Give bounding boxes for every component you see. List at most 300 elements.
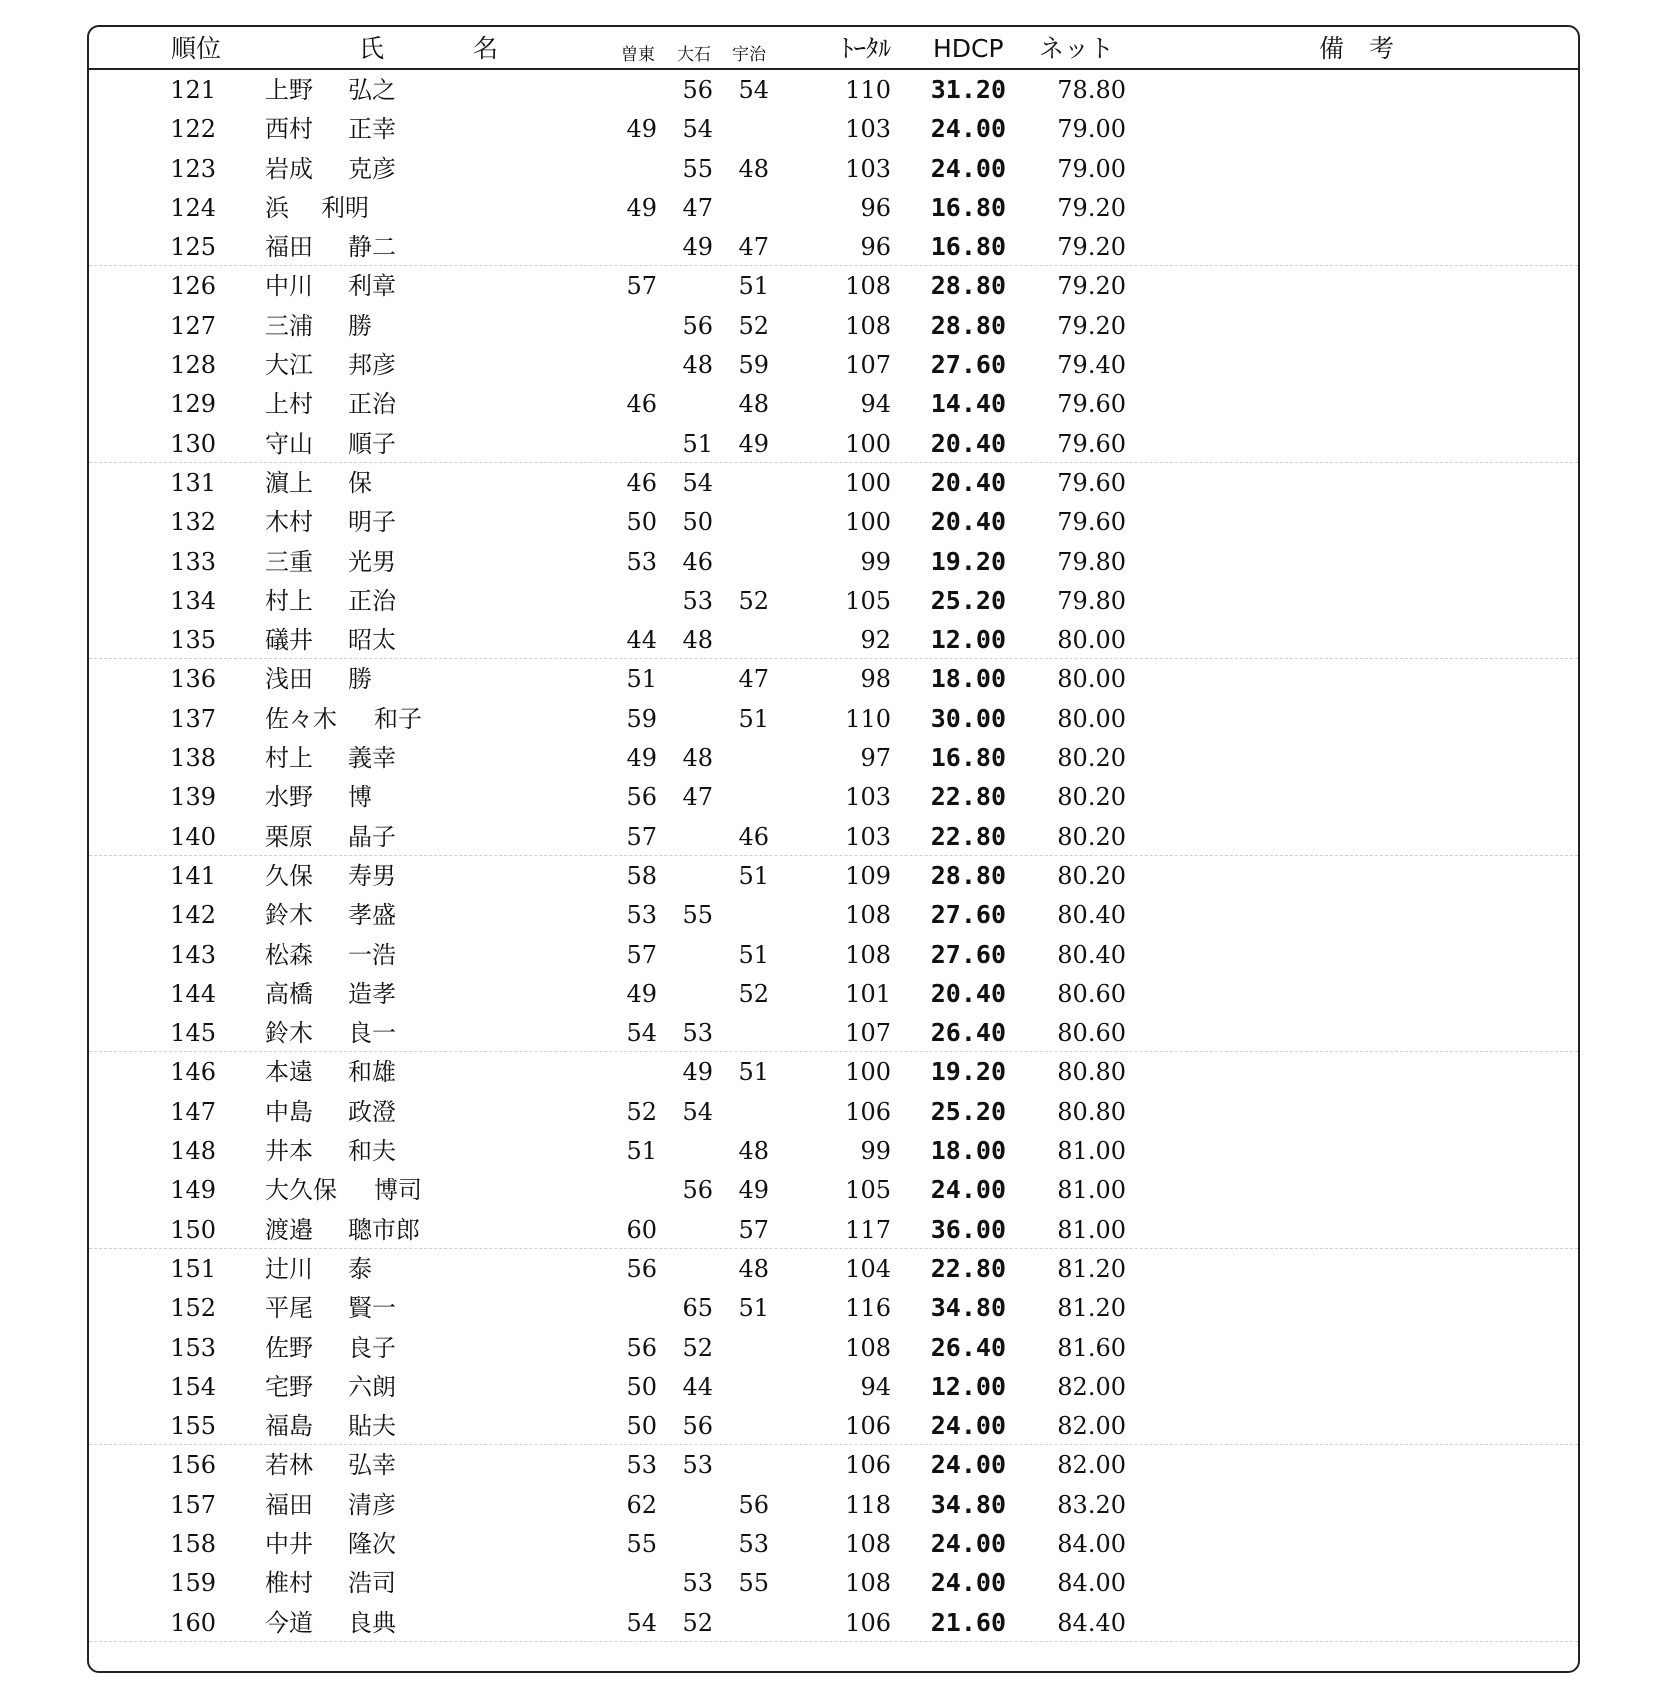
course1-score-cell: 59 (626, 704, 657, 733)
net-cell: 81.00 (1057, 1176, 1126, 1205)
table-row (89, 188, 1578, 227)
course2-score-cell: 47 (682, 193, 713, 222)
total-cell: 98 (860, 665, 891, 694)
course2-score-cell: 53 (682, 1569, 713, 1598)
net-cell: 81.20 (1057, 1294, 1126, 1323)
given-name-cell: 弘幸 (348, 1451, 396, 1480)
given-name-cell: 寿男 (348, 861, 396, 890)
header-hdcp: HDCP (933, 34, 1004, 63)
rank-cell: 147 (170, 1097, 216, 1126)
total-cell: 106 (845, 1097, 891, 1126)
table-row (89, 463, 1578, 502)
family-name-cell: 守山 (265, 429, 313, 458)
total-cell: 105 (845, 1176, 891, 1205)
course1-score-cell: 46 (626, 390, 657, 419)
family-name-cell: 三重 (265, 547, 313, 576)
given-name-cell: 邦彦 (348, 351, 396, 380)
given-name-cell: 孝盛 (348, 901, 396, 930)
rank-cell: 134 (170, 586, 216, 615)
course3-score-cell: 46 (738, 822, 769, 851)
total-cell: 108 (845, 901, 891, 930)
course2-score-cell: 54 (682, 1097, 713, 1126)
course2-score-cell: 56 (682, 76, 713, 104)
course2-score-cell: 47 (682, 783, 713, 812)
given-name-cell: 勝 (348, 665, 372, 694)
rank-cell: 144 (170, 979, 216, 1008)
given-name-cell: 泰 (348, 1254, 372, 1283)
given-name-cell: 賢一 (348, 1294, 396, 1323)
rank-cell: 160 (170, 1608, 216, 1637)
family-name-cell: 濵上 (265, 468, 313, 497)
family-name-cell: 平尾 (265, 1294, 313, 1323)
family-name-cell: 大久保 (265, 1176, 337, 1205)
rank-cell: 135 (170, 626, 216, 655)
hdcp-cell: 19.20 (930, 1057, 1006, 1087)
header-net: ネット (1039, 34, 1115, 63)
family-name-cell: 上野 (265, 76, 313, 104)
net-cell: 84.00 (1057, 1529, 1126, 1558)
family-name-cell: 辻川 (265, 1254, 313, 1283)
table-row (89, 1131, 1578, 1170)
rank-cell: 131 (170, 468, 216, 497)
table-row (89, 306, 1578, 345)
total-cell: 96 (860, 233, 891, 262)
hdcp-cell: 21.60 (930, 1607, 1006, 1637)
hdcp-cell: 34.80 (930, 1489, 1006, 1519)
course3-score-cell: 51 (738, 704, 769, 733)
table-row (89, 1445, 1578, 1484)
net-cell: 84.40 (1057, 1608, 1126, 1637)
course2-score-cell: 52 (682, 1608, 713, 1637)
given-name-cell: 良子 (348, 1333, 396, 1362)
rank-cell: 149 (170, 1176, 216, 1205)
table-row (89, 699, 1578, 738)
course3-score-cell: 48 (738, 390, 769, 419)
rank-cell: 155 (170, 1412, 216, 1441)
course2-score-cell: 53 (682, 1019, 713, 1048)
course1-score-cell: 54 (626, 1608, 657, 1637)
table-body (89, 70, 1578, 1642)
net-cell: 79.20 (1057, 311, 1126, 340)
rank-cell: 159 (170, 1569, 216, 1598)
rank-cell: 137 (170, 704, 216, 733)
family-name-cell: 宅野 (265, 1372, 313, 1401)
family-name-cell: 若林 (265, 1451, 313, 1480)
rank-cell: 139 (170, 783, 216, 812)
net-cell: 81.00 (1057, 1137, 1126, 1166)
total-cell: 107 (845, 351, 891, 380)
course1-score-cell: 49 (626, 193, 657, 222)
table-row (89, 1249, 1578, 1288)
given-name-cell: 隆次 (348, 1529, 396, 1558)
net-cell: 80.20 (1057, 783, 1126, 812)
given-name-cell: 一浩 (348, 940, 396, 969)
rank-cell: 129 (170, 390, 216, 419)
net-cell: 82.00 (1057, 1412, 1126, 1441)
family-name-cell: 福島 (265, 1412, 313, 1441)
table-row (89, 1052, 1578, 1091)
rank-cell: 138 (170, 744, 216, 773)
family-name-cell: 中井 (265, 1529, 313, 1558)
course3-score-cell: 48 (738, 154, 769, 183)
given-name-cell: 正治 (348, 586, 396, 615)
net-cell: 79.60 (1057, 429, 1126, 458)
course1-score-cell: 53 (626, 901, 657, 930)
given-name-cell: 順子 (348, 429, 396, 458)
hdcp-cell: 27.60 (930, 900, 1006, 930)
rank-cell: 140 (170, 822, 216, 851)
course2-score-cell: 46 (682, 547, 713, 576)
results-sheet (87, 25, 1580, 1673)
given-name-cell: 聰市郎 (348, 1215, 420, 1244)
hdcp-cell: 31.20 (930, 75, 1006, 104)
course1-score-cell: 54 (626, 1019, 657, 1048)
family-name-cell: 今道 (265, 1608, 313, 1637)
family-name-cell: 大江 (265, 351, 313, 380)
total-cell: 101 (845, 979, 891, 1008)
table-row (89, 384, 1578, 423)
given-name-cell: 正幸 (348, 115, 396, 144)
net-cell: 80.60 (1057, 979, 1126, 1008)
total-cell: 99 (860, 547, 891, 576)
given-name-cell: 利章 (348, 272, 396, 301)
table-row (89, 227, 1578, 266)
total-cell: 100 (845, 429, 891, 458)
course2-score-cell: 44 (682, 1372, 713, 1401)
table-row (89, 1092, 1578, 1131)
family-name-cell: 高橋 (265, 979, 313, 1008)
table-row (89, 856, 1578, 895)
rank-cell: 158 (170, 1529, 216, 1558)
table-row (89, 502, 1578, 541)
hdcp-cell: 24.00 (930, 114, 1006, 144)
table-row (89, 738, 1578, 777)
course3-score-cell: 51 (738, 1058, 769, 1087)
net-cell: 79.80 (1057, 586, 1126, 615)
hdcp-cell: 22.80 (930, 1253, 1006, 1283)
hdcp-cell: 24.00 (930, 153, 1006, 183)
hdcp-cell: 24.00 (930, 1411, 1006, 1441)
family-name-cell: 佐々木 (265, 704, 337, 733)
net-cell: 79.40 (1057, 351, 1126, 380)
given-name-cell: 義幸 (348, 744, 396, 773)
rank-cell: 156 (170, 1451, 216, 1480)
family-name-cell: 岩成 (265, 154, 313, 183)
net-cell: 80.60 (1057, 1019, 1126, 1048)
family-name-cell: 渡邉 (265, 1215, 313, 1244)
total-cell: 109 (845, 861, 891, 890)
course1-score-cell: 50 (626, 1372, 657, 1401)
total-cell: 103 (845, 822, 891, 851)
course1-score-cell: 57 (626, 272, 657, 301)
course3-score-cell: 47 (738, 665, 769, 694)
rank-cell: 124 (170, 193, 216, 222)
course2-score-cell: 56 (682, 1412, 713, 1441)
course1-score-cell: 57 (626, 940, 657, 969)
course3-score-cell: 59 (738, 351, 769, 380)
hdcp-cell: 26.40 (930, 1018, 1006, 1048)
header-name-2: 名 (473, 34, 499, 63)
course1-score-cell: 53 (626, 1451, 657, 1480)
rank-cell: 150 (170, 1215, 216, 1244)
total-cell: 106 (845, 1451, 891, 1480)
family-name-cell: 栗原 (265, 822, 313, 851)
given-name-cell: 六朗 (348, 1372, 396, 1401)
total-cell: 99 (860, 1137, 891, 1166)
family-name-cell: 西村 (265, 115, 313, 144)
hdcp-cell: 36.00 (930, 1214, 1006, 1244)
net-cell: 81.20 (1057, 1254, 1126, 1283)
course3-score-cell: 48 (738, 1254, 769, 1283)
course1-score-cell: 49 (626, 744, 657, 773)
course2-score-cell: 55 (682, 901, 713, 930)
net-cell: 81.60 (1057, 1333, 1126, 1362)
given-name-cell: 克彦 (348, 154, 396, 183)
given-name-cell: 正治 (348, 390, 396, 419)
table-header (89, 27, 1578, 70)
total-cell: 103 (845, 154, 891, 183)
rank-cell: 122 (170, 115, 216, 144)
net-cell: 79.60 (1057, 468, 1126, 497)
family-name-cell: 村上 (265, 586, 313, 615)
course1-score-cell: 51 (626, 1137, 657, 1166)
hdcp-cell: 24.00 (930, 1450, 1006, 1480)
given-name-cell: 清彦 (348, 1490, 396, 1519)
family-name-cell: 礒井 (265, 626, 313, 655)
hdcp-cell: 27.60 (930, 350, 1006, 380)
total-cell: 107 (845, 1019, 891, 1048)
total-cell: 110 (845, 704, 891, 733)
net-cell: 79.20 (1057, 233, 1126, 262)
course3-score-cell: 52 (738, 586, 769, 615)
course3-score-cell: 52 (738, 979, 769, 1008)
hdcp-cell: 28.80 (930, 271, 1006, 301)
hdcp-cell: 26.40 (930, 1332, 1006, 1362)
rank-cell: 132 (170, 508, 216, 537)
net-cell: 79.60 (1057, 508, 1126, 537)
course2-score-cell: 54 (682, 468, 713, 497)
table-row (89, 1288, 1578, 1327)
table-row (89, 1013, 1578, 1052)
header-course-1: 曽東 (621, 45, 655, 65)
hdcp-cell: 28.80 (930, 860, 1006, 890)
hdcp-cell: 30.00 (930, 703, 1006, 733)
hdcp-cell: 20.40 (930, 978, 1006, 1008)
rank-cell: 121 (170, 76, 216, 104)
course3-score-cell: 54 (738, 76, 769, 104)
course2-score-cell: 49 (682, 1058, 713, 1087)
net-cell: 82.00 (1057, 1451, 1126, 1480)
table-row (89, 1485, 1578, 1524)
given-name-cell: 和子 (374, 704, 422, 733)
net-cell: 79.00 (1057, 154, 1126, 183)
hdcp-cell: 16.80 (930, 232, 1006, 262)
table-row (89, 1603, 1578, 1642)
net-cell: 82.00 (1057, 1372, 1126, 1401)
table-row (89, 149, 1578, 188)
hdcp-cell: 24.00 (930, 1175, 1006, 1205)
rank-cell: 127 (170, 311, 216, 340)
table-row (89, 1328, 1578, 1367)
course1-score-cell: 56 (626, 1333, 657, 1362)
course2-score-cell: 54 (682, 115, 713, 144)
total-cell: 110 (845, 76, 891, 104)
course1-score-cell: 50 (626, 1412, 657, 1441)
hdcp-cell: 12.00 (930, 625, 1006, 655)
course1-score-cell: 53 (626, 547, 657, 576)
net-cell: 80.20 (1057, 744, 1126, 773)
table-row (89, 974, 1578, 1013)
net-cell: 84.00 (1057, 1569, 1126, 1598)
course3-score-cell: 51 (738, 272, 769, 301)
course2-score-cell: 53 (682, 1451, 713, 1480)
table-row (89, 1563, 1578, 1602)
course2-score-cell: 48 (682, 351, 713, 380)
course2-score-cell: 52 (682, 1333, 713, 1362)
net-cell: 79.60 (1057, 390, 1126, 419)
total-cell: 108 (845, 1333, 891, 1362)
table-row (89, 266, 1578, 305)
family-name-cell: 福田 (265, 233, 313, 262)
net-cell: 79.20 (1057, 272, 1126, 301)
table-row (89, 424, 1578, 463)
hdcp-cell: 24.00 (930, 1528, 1006, 1558)
course3-score-cell: 51 (738, 940, 769, 969)
course3-score-cell: 48 (738, 1137, 769, 1166)
course1-score-cell: 49 (626, 115, 657, 144)
course1-score-cell: 56 (626, 1254, 657, 1283)
family-name-cell: 上村 (265, 390, 313, 419)
hdcp-cell: 20.40 (930, 507, 1006, 537)
course2-score-cell: 53 (682, 586, 713, 615)
total-cell: 97 (860, 744, 891, 773)
table-row (89, 1406, 1578, 1445)
hdcp-cell: 18.00 (930, 1136, 1006, 1166)
total-cell: 116 (845, 1294, 891, 1323)
total-cell: 92 (860, 626, 891, 655)
course2-score-cell: 49 (682, 233, 713, 262)
family-name-cell: 松森 (265, 940, 313, 969)
header-total: ﾄｰﾀﾙ (841, 34, 892, 63)
course1-score-cell: 46 (626, 468, 657, 497)
rank-cell: 133 (170, 547, 216, 576)
course1-score-cell: 49 (626, 979, 657, 1008)
family-name-cell: 浅田 (265, 665, 313, 694)
total-cell: 108 (845, 272, 891, 301)
course3-score-cell: 55 (738, 1569, 769, 1598)
course1-score-cell: 51 (626, 665, 657, 694)
table-row (89, 935, 1578, 974)
net-cell: 80.40 (1057, 940, 1126, 969)
total-cell: 94 (860, 1372, 891, 1401)
family-name-cell: 中川 (265, 272, 313, 301)
course2-score-cell: 56 (682, 1176, 713, 1205)
hdcp-cell: 25.20 (930, 1096, 1006, 1126)
family-name-cell: 鈴木 (265, 901, 313, 930)
net-cell: 79.00 (1057, 115, 1126, 144)
family-name-cell: 浜 (265, 193, 289, 222)
net-cell: 83.20 (1057, 1490, 1126, 1519)
total-cell: 103 (845, 115, 891, 144)
given-name-cell: 和雄 (348, 1058, 396, 1087)
total-cell: 100 (845, 508, 891, 537)
given-name-cell: 造孝 (348, 979, 396, 1008)
table-row (89, 1367, 1578, 1406)
given-name-cell: 博 (348, 783, 372, 812)
total-cell: 108 (845, 1569, 891, 1598)
net-cell: 81.00 (1057, 1215, 1126, 1244)
rank-cell: 130 (170, 429, 216, 458)
table-row (89, 620, 1578, 659)
family-name-cell: 椎村 (265, 1569, 313, 1598)
course3-score-cell: 47 (738, 233, 769, 262)
header-remarks: 備 考 (1319, 34, 1395, 63)
family-name-cell: 水野 (265, 783, 313, 812)
hdcp-cell: 20.40 (930, 467, 1006, 497)
table-row (89, 659, 1578, 698)
hdcp-cell: 16.80 (930, 192, 1006, 222)
total-cell: 105 (845, 586, 891, 615)
rank-cell: 128 (170, 351, 216, 380)
net-cell: 80.80 (1057, 1058, 1126, 1087)
table-row (89, 1524, 1578, 1563)
header-name-1: 氏 (359, 34, 385, 63)
family-name-cell: 久保 (265, 861, 313, 890)
hdcp-cell: 24.00 (930, 1568, 1006, 1598)
given-name-cell: 昭太 (348, 626, 396, 655)
course2-score-cell: 55 (682, 154, 713, 183)
course1-score-cell: 58 (626, 861, 657, 890)
given-name-cell: 利明 (321, 193, 369, 222)
rank-cell: 154 (170, 1372, 216, 1401)
given-name-cell: 博司 (374, 1176, 422, 1205)
course2-score-cell: 65 (682, 1294, 713, 1323)
table-row (89, 345, 1578, 384)
course3-score-cell: 51 (738, 861, 769, 890)
rank-cell: 152 (170, 1294, 216, 1323)
course3-score-cell: 53 (738, 1529, 769, 1558)
course1-score-cell: 55 (626, 1529, 657, 1558)
net-cell: 80.20 (1057, 822, 1126, 851)
hdcp-cell: 27.60 (930, 939, 1006, 969)
given-name-cell: 和夫 (348, 1137, 396, 1166)
table-row (89, 581, 1578, 620)
total-cell: 106 (845, 1608, 891, 1637)
family-name-cell: 佐野 (265, 1333, 313, 1362)
table-row (89, 895, 1578, 934)
rank-cell: 153 (170, 1333, 216, 1362)
family-name-cell: 中島 (265, 1097, 313, 1126)
total-cell: 108 (845, 940, 891, 969)
course1-score-cell: 57 (626, 822, 657, 851)
course3-score-cell: 57 (738, 1215, 769, 1244)
hdcp-cell: 25.20 (930, 585, 1006, 615)
course1-score-cell: 56 (626, 783, 657, 812)
rank-cell: 148 (170, 1137, 216, 1166)
given-name-cell: 勝 (348, 311, 372, 340)
course2-score-cell: 51 (682, 429, 713, 458)
rank-cell: 145 (170, 1019, 216, 1048)
given-name-cell: 良典 (348, 1608, 396, 1637)
net-cell: 80.40 (1057, 901, 1126, 930)
family-name-cell: 鈴木 (265, 1019, 313, 1048)
table-row (89, 70, 1578, 109)
course3-score-cell: 51 (738, 1294, 769, 1323)
hdcp-cell: 12.00 (930, 1371, 1006, 1401)
total-cell: 108 (845, 1529, 891, 1558)
rank-cell: 142 (170, 901, 216, 930)
total-cell: 106 (845, 1412, 891, 1441)
